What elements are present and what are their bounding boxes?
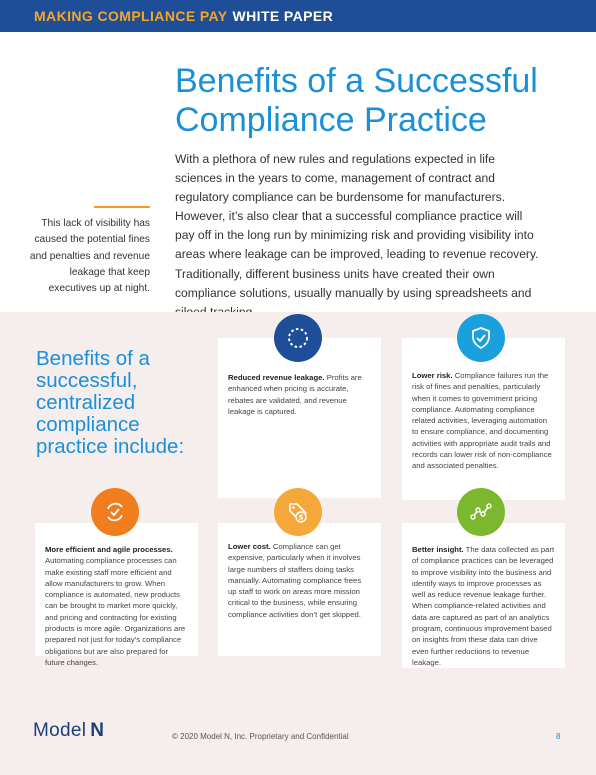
card-title: Lower cost. [228, 542, 271, 551]
card-title: Better insight. [412, 545, 464, 554]
card-title: Lower risk. [412, 371, 453, 380]
header-accent-text: MAKING COMPLIANCE PAY [34, 8, 228, 24]
card-lower-cost [218, 523, 381, 656]
card-title: More efficient and agile processes. [45, 545, 173, 554]
header-plain-text: WHITE PAPER [232, 8, 334, 24]
svg-text:$: $ [298, 513, 304, 522]
card-reduced-revenue-leakage [218, 338, 381, 498]
footer-copyright: © 2020 Model N, Inc. Proprietary and Confidential [172, 732, 349, 741]
card-body: Compliance can get expensive, particularly when it involves large numbers of staffers doing tasks manually. Automating compliance frees up staff to work on areas more mission critical to the business, while ensuring compliance activities don’t get skipped. [228, 542, 362, 619]
card-body: The data collected as part of compliance practices can be leveraged to improve visibility into the business and identify ways to improve processes as well as reduce revenue leakage further. When compliance-related activities and data are captured as part of an analytics program, continuous improvement based on insights from these data can drive even further reductions to revenue leakage. [412, 545, 555, 667]
logo-word: Model [33, 720, 87, 741]
shield-check-icon [457, 314, 505, 362]
card-efficient-processes [35, 523, 198, 667]
card-body: Profits are enhanced when pricing is accurate, rebates are validated, and revenue leakage is captured. [228, 373, 362, 416]
price-tag-dollar-icon [274, 488, 322, 536]
card-title: Reduced revenue leakage. [228, 373, 325, 382]
intro-paragraph: With a plethora of new rules and regulations expected in life sciences in the years to come, management of contract and regulatory compliance can be burdensome for manufacturers. However, it’s also clear that a successful compliance practice will pay off in the long run by minimizing risk and providing visibility into areas where leakage can be improved, leading to revenue recovery. Traditionally, different business units have created their own compliance solutions, usually manually by using spreadsheets and [175, 152, 539, 300]
pull-quote-rule [94, 206, 150, 208]
logo-mark: N [90, 720, 105, 741]
benefits-heading: Benefits of a successful, centralized compliance practice include: [36, 347, 185, 458]
page-number: 8 [556, 732, 561, 741]
card-body: Compliance failures run the risk of fines and penalties, particularly when it comes to government pricing compliance. Automating compliance related activities, leveraging automation to ensure compliance, and documenting activities with appropriate audit trails and records can lower risk of non-compliance and associated penalties. [412, 371, 552, 471]
model-n-logo [33, 720, 104, 742]
dashed-circle-icon [274, 314, 322, 362]
card-better-insight [402, 523, 565, 668]
card-lower-risk [402, 338, 565, 500]
cycle-check-icon [91, 488, 139, 536]
header-bar [0, 0, 596, 32]
line-chart-icon [457, 488, 505, 536]
page-title: Benefits of a Successful Compliance Practice [175, 62, 538, 139]
pull-quote: This lack of visibility has caused the potential fines and penalties and revenue leakage that keep executives up at night. [29, 218, 150, 295]
card-body: Automating compliance processes can make existing staff more efficient and allow manufacturers to grow. When compliance is automated, new products can be brought to market more quickly, and pricing and contracting for existing products is more agile. Organizations are prepared not just for today’s compliance obligations but are also prepared for future changes. [45, 556, 186, 667]
